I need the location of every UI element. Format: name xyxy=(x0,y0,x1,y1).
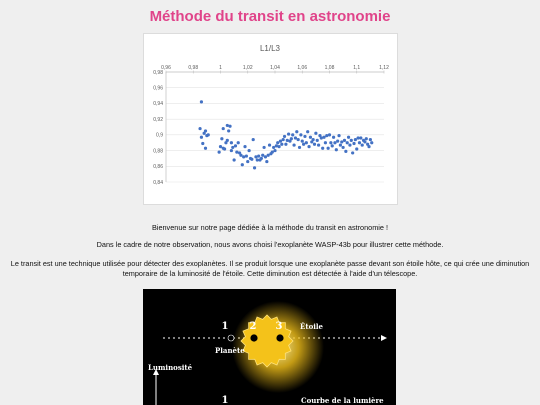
data-point xyxy=(307,145,310,148)
data-point xyxy=(306,130,309,133)
data-point xyxy=(242,155,245,158)
data-point xyxy=(331,144,334,147)
light-curve-label: Courbe de la lumière xyxy=(301,396,384,405)
data-point xyxy=(230,149,233,152)
data-point xyxy=(350,139,353,142)
data-point xyxy=(367,145,370,148)
data-point xyxy=(317,143,320,146)
data-point xyxy=(284,143,287,146)
transit-description: Le transit est une technique utilisée pour détecter des exoplanètes. Il se produit lorsque une exoplanète passe devant son étoile hôte, ce qui crée une diminution temporaire de la luminosité de l'étoile. Cette diminution est détectée à l'aide d'un télescope. xyxy=(10,259,530,278)
data-point xyxy=(261,154,264,157)
data-point xyxy=(227,129,230,132)
data-point xyxy=(339,143,342,146)
data-point xyxy=(320,136,323,139)
data-point xyxy=(267,154,270,157)
data-point xyxy=(357,136,360,139)
observation-text: Dans le cadre de notre observation, nous avons choisi l'exoplanète WASP-43b pour illustrer cette méthode. xyxy=(96,240,444,249)
data-point xyxy=(313,143,316,146)
data-point xyxy=(361,143,364,146)
data-point xyxy=(233,158,236,161)
luminosity-label: Luminosité xyxy=(148,363,193,372)
data-point xyxy=(328,133,331,136)
data-point xyxy=(354,138,357,141)
data-point xyxy=(343,139,346,142)
data-point xyxy=(201,142,204,145)
data-point xyxy=(226,139,229,142)
x-tick-label: 1,1 xyxy=(353,65,361,71)
data-point xyxy=(302,143,305,146)
y-tick-label: 0,98 xyxy=(153,69,163,76)
y-tick-label: 0,88 xyxy=(153,148,163,155)
planet-label: Planète xyxy=(215,346,245,355)
data-point xyxy=(207,133,210,136)
data-point xyxy=(263,146,266,149)
data-point xyxy=(256,158,259,161)
data-point xyxy=(332,136,335,139)
data-point xyxy=(239,154,242,157)
data-point xyxy=(243,145,246,148)
position-number-1: 1 xyxy=(221,321,229,332)
data-point xyxy=(351,151,354,154)
data-point xyxy=(305,141,308,144)
data-point xyxy=(324,141,327,144)
data-point xyxy=(222,127,225,130)
data-point xyxy=(298,146,301,149)
x-tick-label: 0,96 xyxy=(161,65,171,71)
data-point xyxy=(235,151,238,154)
y-tick-label: 0,94 xyxy=(153,101,163,108)
data-point xyxy=(279,140,282,143)
data-point xyxy=(321,147,324,150)
data-point xyxy=(333,141,336,144)
data-point xyxy=(365,137,368,140)
data-point xyxy=(268,143,271,146)
data-point xyxy=(342,146,345,149)
x-tick-label: 1 xyxy=(219,65,222,71)
data-point xyxy=(297,138,300,141)
data-point xyxy=(301,140,304,143)
chart-title: L1/L3 xyxy=(259,44,281,53)
orbit-arrow-icon xyxy=(381,335,387,341)
data-point xyxy=(291,133,294,136)
data-point xyxy=(271,151,274,154)
data-point xyxy=(370,141,373,144)
x-tick-label: 1,08 xyxy=(324,65,335,71)
data-point xyxy=(309,136,312,139)
x-tick-label: 0,98 xyxy=(188,65,199,71)
y-tick-label: 0,84 xyxy=(153,179,163,186)
x-tick-label: 1,04 xyxy=(270,65,280,71)
data-point xyxy=(337,134,340,137)
data-point xyxy=(198,127,201,130)
data-point xyxy=(228,125,231,128)
data-point xyxy=(322,136,325,139)
data-point xyxy=(352,142,355,145)
data-point xyxy=(280,143,283,146)
data-point xyxy=(344,150,347,153)
data-point xyxy=(299,133,302,136)
data-point xyxy=(347,136,350,139)
data-point xyxy=(200,136,203,139)
chart-tick-labels xyxy=(153,65,389,186)
data-point xyxy=(234,144,237,147)
data-point xyxy=(363,140,366,143)
data-point xyxy=(325,134,328,137)
data-point xyxy=(252,138,255,141)
star-label: Étoile xyxy=(300,322,324,331)
data-point xyxy=(260,157,263,160)
page-title: Méthode du transit en astronomie xyxy=(149,8,391,25)
data-point xyxy=(257,154,260,157)
data-point xyxy=(223,147,226,150)
data-point xyxy=(327,147,330,150)
data-point xyxy=(282,138,285,141)
x-tick-label: 1,12 xyxy=(379,65,389,71)
transit-illustration xyxy=(143,289,396,405)
data-point xyxy=(335,148,338,151)
data-point xyxy=(340,140,343,143)
data-point xyxy=(264,155,267,158)
data-point xyxy=(253,166,256,169)
data-point xyxy=(294,136,297,139)
data-point xyxy=(250,158,253,161)
data-point xyxy=(355,147,358,150)
data-point xyxy=(277,145,280,148)
chart-gridlines xyxy=(166,72,384,182)
data-point xyxy=(276,141,279,144)
data-point xyxy=(219,145,222,148)
data-point xyxy=(312,138,315,141)
curve-number-1: 1 xyxy=(221,395,229,405)
data-point xyxy=(346,141,349,144)
data-point xyxy=(200,100,203,103)
data-point xyxy=(286,139,289,142)
data-point xyxy=(226,124,229,127)
planet-position-3 xyxy=(276,334,283,341)
chart-axes xyxy=(166,71,384,183)
y-tick-label: 0,9 xyxy=(156,132,163,139)
data-point xyxy=(303,135,306,138)
data-point xyxy=(265,160,268,163)
data-point xyxy=(283,135,286,138)
x-tick-label: 1,06 xyxy=(297,65,308,71)
data-point xyxy=(287,132,290,135)
data-point xyxy=(245,154,248,157)
position-number-2: 2 xyxy=(249,321,257,332)
welcome-text: Bienvenue sur notre page dédiée à la méthode du transit en astronomie ! xyxy=(151,223,389,232)
data-point xyxy=(292,143,295,146)
data-point xyxy=(241,163,244,166)
data-point xyxy=(273,149,276,152)
data-point xyxy=(231,146,234,149)
data-point xyxy=(316,139,319,142)
data-point xyxy=(204,129,207,132)
y-tick-label: 0,86 xyxy=(153,164,163,171)
data-point xyxy=(218,151,221,154)
transit-chart xyxy=(143,33,398,205)
y-tick-label: 0,92 xyxy=(153,116,163,123)
scatter-plot xyxy=(144,34,397,204)
data-point xyxy=(230,141,233,144)
data-point xyxy=(358,141,361,144)
data-point xyxy=(295,130,298,133)
data-point xyxy=(248,149,251,152)
data-point xyxy=(237,141,240,144)
transit-diagram xyxy=(143,289,396,405)
data-point xyxy=(314,132,317,135)
planet-position-2 xyxy=(250,334,257,341)
data-point xyxy=(359,136,362,139)
y-tick-label: 0,96 xyxy=(153,85,163,92)
data-point xyxy=(272,146,275,149)
data-point xyxy=(204,147,207,150)
data-point xyxy=(246,160,249,163)
planet-position-1 xyxy=(228,335,234,341)
data-point xyxy=(329,141,332,144)
data-point xyxy=(348,143,351,146)
position-number-3: 3 xyxy=(275,321,283,332)
data-point xyxy=(290,137,293,140)
data-point xyxy=(369,138,372,141)
data-point xyxy=(254,155,257,158)
x-tick-label: 1,02 xyxy=(242,65,253,71)
data-point xyxy=(275,144,278,147)
data-point xyxy=(336,140,339,143)
data-point xyxy=(220,137,223,140)
